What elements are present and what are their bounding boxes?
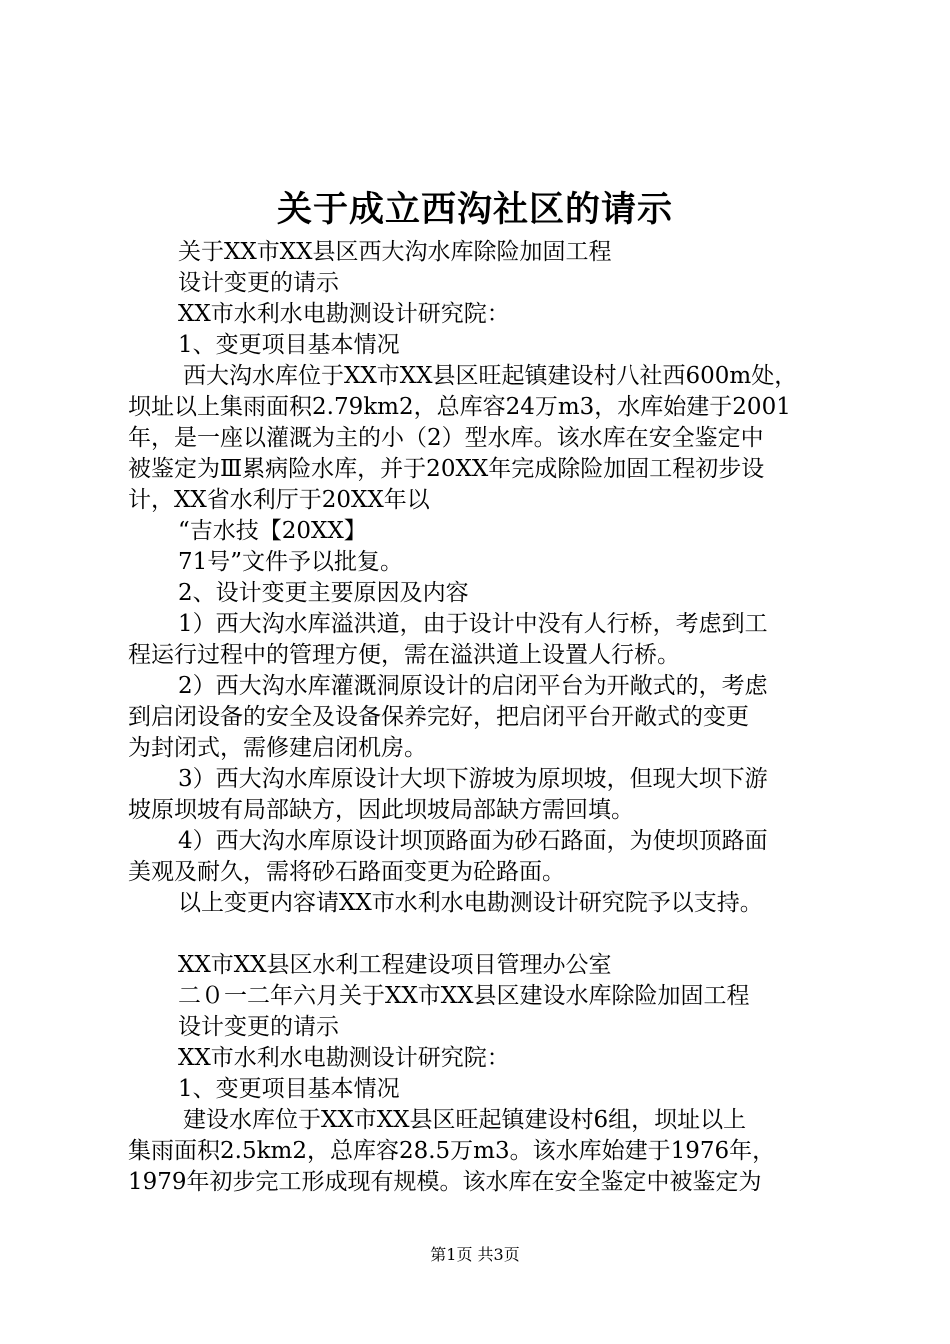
text-line: 关于XX市XX县区西大沟水库除险加固工程 xyxy=(178,239,612,265)
text-line: 年，是一座以灌溉为主的小（2）型水库。该水库在安全鉴定中 xyxy=(128,425,764,451)
text-line: 西大沟水库位于XX市XX县区旺起镇建设村八社西600m处， xyxy=(183,363,798,389)
text-line: XX市水利水电勘测设计研究院： xyxy=(178,301,510,327)
text-line: 为封闭式，需修建启闭机房。 xyxy=(128,735,427,761)
text-line: 坝址以上集雨面积2.79km2，总库容24万m3，水库始建于2001 xyxy=(128,394,791,420)
text-line: 计，XX省水利厅于20XX年以 xyxy=(128,487,430,513)
text-line: 美观及耐久，需将砂石路面变更为砼路面。 xyxy=(128,859,565,885)
text-line: 1、变更项目基本情况 xyxy=(178,1076,400,1102)
text-line: 1979年初步完工形成现有规模。该水库在安全鉴定中被鉴定为 xyxy=(128,1169,762,1195)
document-title: 关于成立西沟社区的请示 xyxy=(276,189,673,230)
text-line: 二０一二年六月关于XX市XX县区建设水库除险加固工程 xyxy=(178,983,750,1009)
page-number: 第1页 共3页 xyxy=(430,1245,520,1264)
text-line: “吉水技【20XX】 xyxy=(178,518,367,544)
text-line: 程运行过程中的管理方便，需在溢洪道上设置人行桥。 xyxy=(128,642,680,668)
text-line: 到启闭设备的安全及设备保养完好，把启闭平台开敞式的变更 xyxy=(128,704,749,730)
text-line: 2、设计变更主要原因及内容 xyxy=(178,580,469,606)
text-line: 1）西大沟水库溢洪道，由于设计中没有人行桥，考虑到工 xyxy=(178,611,768,637)
text-line: 设计变更的请示 xyxy=(178,270,339,296)
text-line: 71号”文件予以批复。 xyxy=(178,549,404,575)
text-line: 设计变更的请示 xyxy=(178,1014,339,1040)
text-line: 2）西大沟水库灌溉洞原设计的启闭平台为开敞式的，考虑 xyxy=(178,673,768,699)
text-line: 被鉴定为Ⅲ累病险水库，并于20XX年完成除险加固工程初步设 xyxy=(128,456,765,482)
text-line: 4）西大沟水库原设计坝顶路面为砂石路面，为使坝顶路面 xyxy=(178,828,768,854)
text-line: 坡原坝坡有局部缺方，因此坝坡局部缺方需回填。 xyxy=(128,797,634,823)
text-line: 1、变更项目基本情况 xyxy=(178,332,400,358)
text-line: XX市XX县区水利工程建设项目管理办公室 xyxy=(178,952,612,978)
text-line: 以上变更内容请XX市水利水电勘测设计研究院予以支持。 xyxy=(178,890,763,916)
text-line: 建设水库位于XX市XX县区旺起镇建设村6组，坝址以上 xyxy=(183,1107,747,1133)
text-line: XX市水利水电勘测设计研究院： xyxy=(178,1045,510,1071)
text-line: 3）西大沟水库原设计大坝下游坡为原坝坡，但现大坝下游 xyxy=(178,766,768,792)
text-line: 集雨面积2.5km2，总库容28.5万m3。该水库始建于1976年， xyxy=(128,1138,776,1164)
